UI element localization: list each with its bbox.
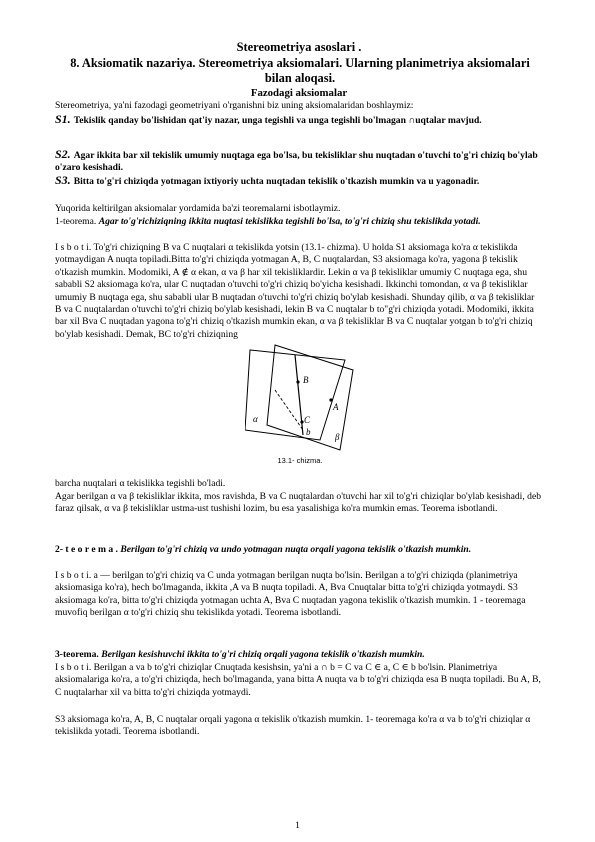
point-b (296, 380, 299, 383)
label-alpha: α (253, 414, 258, 424)
theorem-text: Berilgan kesishuvchi ikkita to'g'ri chiziq orqali yagona tekislik o'tkazish mumkin. (101, 649, 425, 660)
label-line-b: b (306, 427, 311, 437)
theorem-label: 3-teorema. (55, 649, 99, 660)
axiom-s2 (55, 148, 543, 175)
axiom-text: Tekislik qanday bo'lishidan qat'iy nazar, unga tegishli va unga tegishli bo'lmagan ∩uqtalar mavjud. (73, 115, 482, 126)
theorem1-statement (55, 216, 543, 228)
axiom-symbol: S2. (55, 147, 71, 161)
theorem2-statement (55, 544, 543, 556)
intro-paragraph: Stereometriya, ya'ni fazodagi geometriyani o'rganishni biz uning aksiomalaridan boshlaymiz: (55, 100, 414, 111)
axiom-s3 (55, 174, 543, 188)
theorem2-proof: I s b o t i. a — berilgan to'g'ri chiziq va C unda yotmagan berilgan nuqta bo'lsin. Berilgan a to'g'ri chiziqda (planimetriya aksiomasiga ko'ra), hech bo'lmaganda, ikkita ,A va B nuqta topiladi. A, Bva Cnuqtalar bitta to'g'ri chiziqda yotmaydi. S3 aksiomaga ko'ra, bitta to'g'ri chiziqda yotmagan uchta A, Bva C nuqtadan yagona tekislik o'tkazish mumkin. 1 - teoremaga muvofiq berilgan α to'g'ri chiziq shu tekislikda yotadi. Teorema isbotlandi. (55, 570, 526, 619)
label-a: A (333, 402, 339, 412)
page-title: Stereometriya asoslari . (236, 40, 362, 54)
note-paragraph: Yuqorida keltirilgan aksiomalar yordamida ba'zi teoremalarni isbotlaymiz. (55, 203, 341, 214)
theorem3-proof: I s b o t i. Berilgan a va b to'g'ri chiziqlar Cnuqtada kesishsin, ya'ni a ∩ b = C va C ∈ a, C ∈ b bo'lsin. Planimetriya aksiomalariga ko'ra, a to'g'ri chiziqda, hech bo'lmaganda, yana bitta A nuqta va b to'g'ri chiziqda esa B nuqta topiladi. Bu A, B, C nuqtalarhar xil va bitta to'g'ri chiziqda yotmaydi. (55, 662, 541, 698)
theorem3-conclusion: S3 aksiomaga ko'ra, A, B, C nuqtalar orqali yagona α tekislik o'tkazish mumkin. 1- teoremaga ko'ra α va b to'g'ri chiziqlar α tekislikda yotadi. Teorema isbotlandi. (55, 714, 531, 738)
axiom-text: Bitta to'g'ri chiziqda yotmagan ixtiyoriy uchta nuqtadan tekislik o'tkazish mumkin va u yagonadir. (73, 176, 480, 187)
chapter-heading: 8. Aksiomatik nazariya. Stereometriya aksiomalari. Ularning planimetriya aksiomalari bilan aloqasi. (70, 56, 530, 85)
axiom-symbol: S1. (55, 112, 71, 126)
section-subtitle: Fazodagi aksiomalar (250, 87, 348, 99)
theorem1-proof-end: barcha nuqtalari α tekislikka tegishli bo'ladi. (55, 478, 226, 489)
theorem-label: 1-teorema. (55, 216, 97, 227)
figure-13-1 (245, 340, 355, 455)
theorem3-statement (55, 649, 543, 661)
label-c: C (304, 415, 311, 425)
theorem-text: Berilgan to'g'ri chiziq va undo yotmagan nuqta orqali yagona tekislik o'tkazish mumkin. (120, 544, 472, 555)
label-beta: β (335, 432, 340, 442)
theorem-label: 2- t e o r e m a . (55, 544, 118, 555)
label-b: B (303, 375, 309, 385)
theorem1-remark: Agar berilgan α va β tekisliklar ikkita, mos ravishda, B va C nuqtalardan o'tuvchi har xil to'g'ri chiziqlar bo'ylab kesishadi, deb faraz qilsak, α va β tekisliklar ustma-ust tushishi lozim, bu esa yasalishiga ko'ra mumkin emas. Teorema isbotlandi. (55, 491, 541, 515)
plane-alpha (245, 350, 345, 440)
axiom-s1 (55, 113, 543, 127)
axiom-symbol: S3. (55, 173, 71, 187)
page-number: 1 (295, 820, 300, 831)
theorem1-proof: I s b o t i. To'g'ri chiziqning B va C nuqtalari α tekislikda yotsin (13.1- chizma). U holda S1 aksiomaga ko'ra α tekislikda yotmaydigan A nuqta topiladi.Bitta to'g'ri chiziqda yotmagan A, B, C nuqtalardan, S3 aksiomaga ko'ra, yagona β tekislik o'tkazish mumkin. Modomiki, A ∉ α ekan, α va β har xil tekisliklardir. Lekin α va β tekisliklar umumiy C nuqtaga ega, shu sababli S2 aksiomaga ko'ra, ular C nuqtadan o'tuvchi to'g'ri chiziq bo'yicha kesishadi. Ikkinchi tomondan, α va β tekisliklar umumiy B nuqtaga ega, shu sababli ular B nuqtadan o'tuvchi to'g'ri chiziq bo'ylab kesishadi. Shunday qilib, α va β tekisliklar B va C nuqtalardan o'tuvchi to'g'ri chiziq bo'ylab kesishadi, lekin B va C nuqtalar b to"g'ri chiziqda yotadi. Modomiki, ikkita bar xil Bva C nuqtadan yagona to'g'ri chiziq o'tkazish mumkin ekan, α va β tekisliklar B va C nuqtalar yotgan b to'g'ri chiziq bo'ylab kesishadi. Demak, BC to'g'ri chiziqning (55, 242, 535, 340)
figure-caption: 13.1- chizma. (277, 456, 323, 465)
axiom-text: Agar ikkita bar xil tekislik umumiy nuqtaga ega bo'lsa, bu tekisliklar shu nuqtadan o'tuvchi to'g'ri chiziq bo'ylab o'zaro kesishadi. (55, 150, 538, 174)
theorem-text: Agar to'g'richiziqning ikkita nuqtasi tekislikka tegishli bo'lsa, to'g'ri chiziq shu tekislikda yotadi. (98, 216, 481, 227)
